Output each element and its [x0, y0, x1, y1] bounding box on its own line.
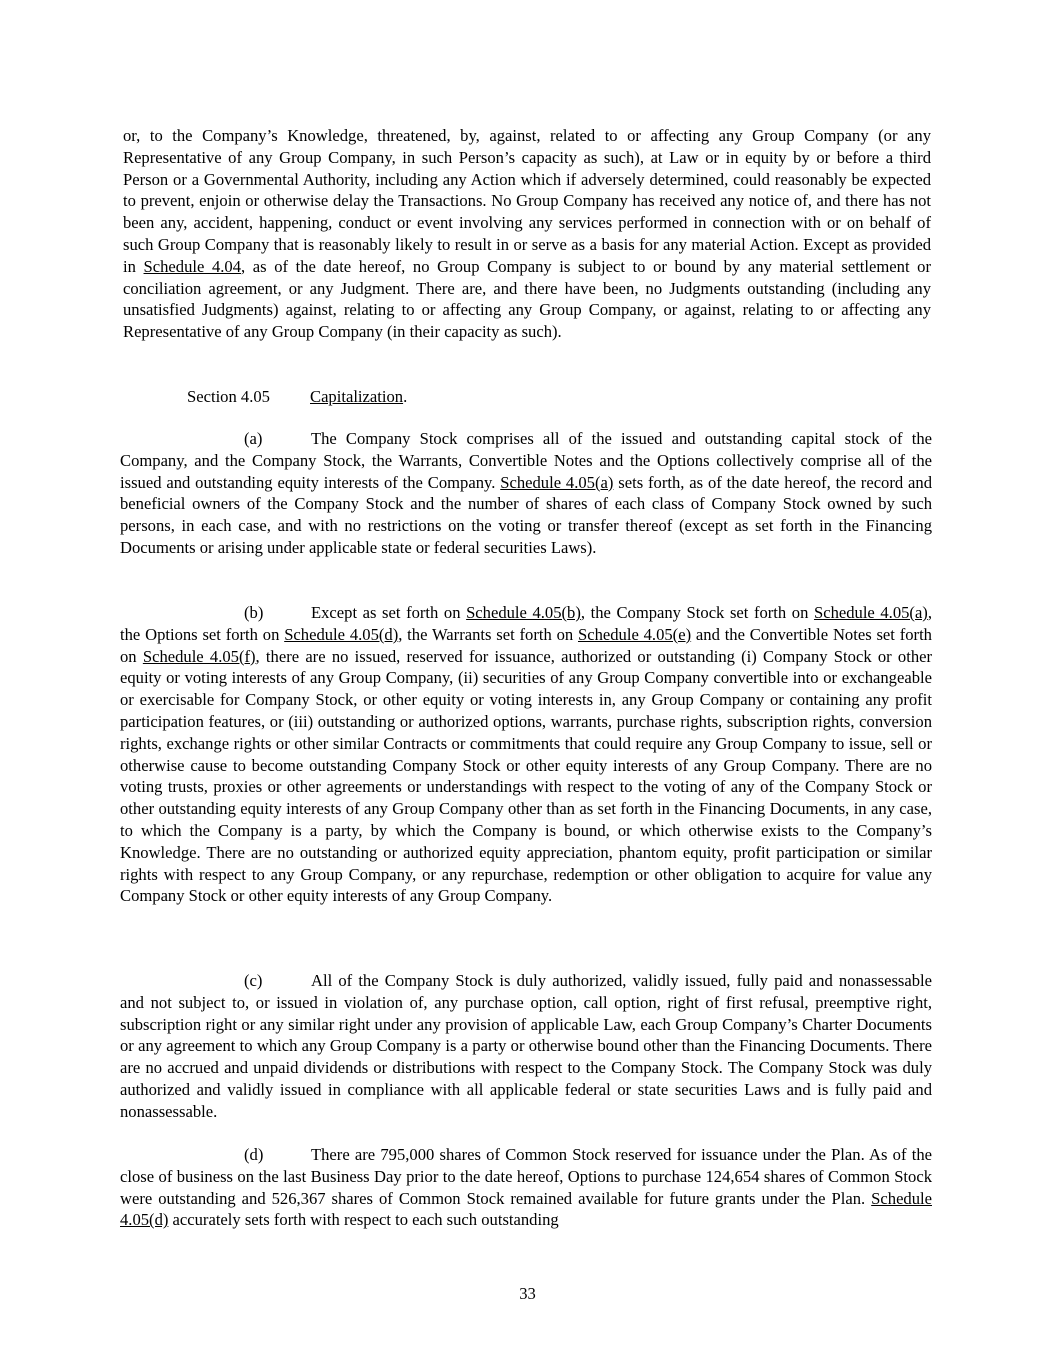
- paragraph-b-text-4: , the Warrants set forth on: [398, 624, 578, 644]
- paragraph-a-text-2: sets forth, as of the date hereof, the record and beneficial owners of the Company Stock and the number of shares of each class of Company Stock owned by such persons, in each case, and with no restrictions on the voting or transfer thereof (except as set forth in the Financing Documents or arising under applicable state or federal securities Laws).: [120, 472, 933, 557]
- paragraph-d: [120, 1144, 932, 1231]
- section-title: Capitalization: [310, 387, 404, 406]
- schedule-ref-4-05e: Schedule 4.05(e): [578, 624, 692, 644]
- page-number: 33: [519, 1284, 536, 1303]
- paragraph-b-text-1: Except as set forth on: [311, 603, 467, 622]
- paragraph-c-text-1: All of the Company Stock is duly authorized, validly issued, fully paid and nonassessable and not subject to, or issued in violation of, any purchase option, call option, right of first refusal, preemptive right, subscription right or any similar right under any provision of applicable Law, each Group Company’s Charter Documents or any agreement to which any Group Company is a party or otherwise bound other than the Financing Documents. There are no accrued and unpaid dividends or distributions with respect to the Company Stock. The Company Stock was duly authorized and validly issued in compliance with all applicable federal or state securities Laws and is fully paid and nonassessable.: [120, 971, 932, 1121]
- paragraph-b-text-5: and the Convertible Notes set forth on: [120, 624, 932, 666]
- paragraph-a: [120, 428, 932, 559]
- paragraph-d-text-1: There are 795,000 shares of Common Stock reserved for issuance under the Plan. As of the close of business on the last Business Day prior to the date hereof, Options to purchase 124,654 shares of Common Stock were outstanding and 526,367 shares of Common Stock remained available for future grants under the Plan.: [120, 1145, 932, 1208]
- section-number: Section 4.05: [187, 387, 270, 406]
- paragraph-b-text-6: , there are no issued, reserved for issuance, authorized or outstanding (i) Company Stock or other equity or voting interests of any Group Company, (ii) securities of any Group Company convertible into or exchangeable or exercisable for Company Stock, or other equity or voting interests in, any Group Company or containing any profit participation features, or (iii) outstanding or authorized options, warrants, purchase rights, subscription rights, conversion rights, exchange rights or other similar Contracts or commitments that could require any Group Company to issue, sell or otherwise cause to become outstanding Company Stock or other equity interests of any Group Company. There are no voting trusts, proxies or other agreements or understandings with respect to the voting of any of the Company Stock or other outstanding equity interests of any Group Company other than as set forth in the Financing Documents, in any case, to which the Company is a party, by which the Company is bound, or which otherwise exists to the Company’s Knowledge. There are no outstanding or authorized equity appreciation, phantom equity, profit participation or similar rights with respect to any Group Company, or any repurchase, redemption or other obligation to acquire for value any Company Stock or other equity interests of any Group Company.: [120, 646, 933, 906]
- intro-text-1: or, to the Company’s Knowledge, threatened, by, against, related to or affecting any Group Company (or any Representative of any Group Company, in such Person’s capacity as such), at Law or in equity by or before a third Person or a Governmental Authority, including any Action which if adversely determined, could reasonably be expected to prevent, enjoin or otherwise delay the Transactions. No Group Company has received any notice of, and there has not been any, accident, happening, conduct or event involving any services performed in connection with or on behalf of such Group Company that is reasonably likely to result in or serve as a basis for any material Action. Except as provided in: [123, 126, 931, 276]
- schedule-ref-4-05b: Schedule 4.05(b): [466, 603, 581, 622]
- schedule-ref-4-05a: Schedule 4.05(a): [500, 472, 614, 492]
- paragraph-b: [120, 602, 932, 907]
- paragraph-b-text-2: , the Company Stock set forth on: [580, 603, 814, 622]
- section-heading: [187, 386, 407, 408]
- paragraph-c-label: (c): [244, 971, 263, 990]
- paragraph-d-text-2: accurately sets forth with respect to each such outstanding: [168, 1210, 559, 1230]
- paragraph-a-text-1: The Company Stock comprises all of the issued and outstanding capital stock of the Company, and the Company Stock, the Warrants, Convertible Notes and the Options collectively comprise all of the issued and outstanding equity interests of the Company.: [120, 429, 932, 492]
- paragraph-c: [120, 970, 932, 1123]
- paragraph-b-label: (b): [244, 603, 264, 622]
- paragraph-a-label: (a): [244, 429, 263, 448]
- intro-text-2: , as of the date hereof, no Group Company is subject to or bound by any material settlement or conciliation agreement, or any Judgment. There are, and there have been, no Judgments outstanding (including any unsatisfied Judgments) against, relating to or affecting any Group Company, or against, relating to or affecting any Representative of any Group Company (in their capacity as such).: [123, 256, 932, 342]
- paragraph-d-label: (d): [244, 1145, 264, 1164]
- intro-paragraph: [123, 125, 931, 343]
- paragraph-b-text-3: , the Options set forth on: [120, 603, 932, 644]
- schedule-ref-4-04: Schedule 4.04: [143, 256, 242, 276]
- schedule-ref-4-05d: Schedule 4.05(d): [120, 1188, 932, 1230]
- schedule-ref-4-05d: Schedule 4.05(d): [284, 624, 399, 644]
- schedule-ref-4-05f: Schedule 4.05(f): [142, 646, 256, 666]
- section-title-period: .: [403, 387, 408, 406]
- schedule-ref-4-05a: Schedule 4.05(a): [813, 603, 928, 622]
